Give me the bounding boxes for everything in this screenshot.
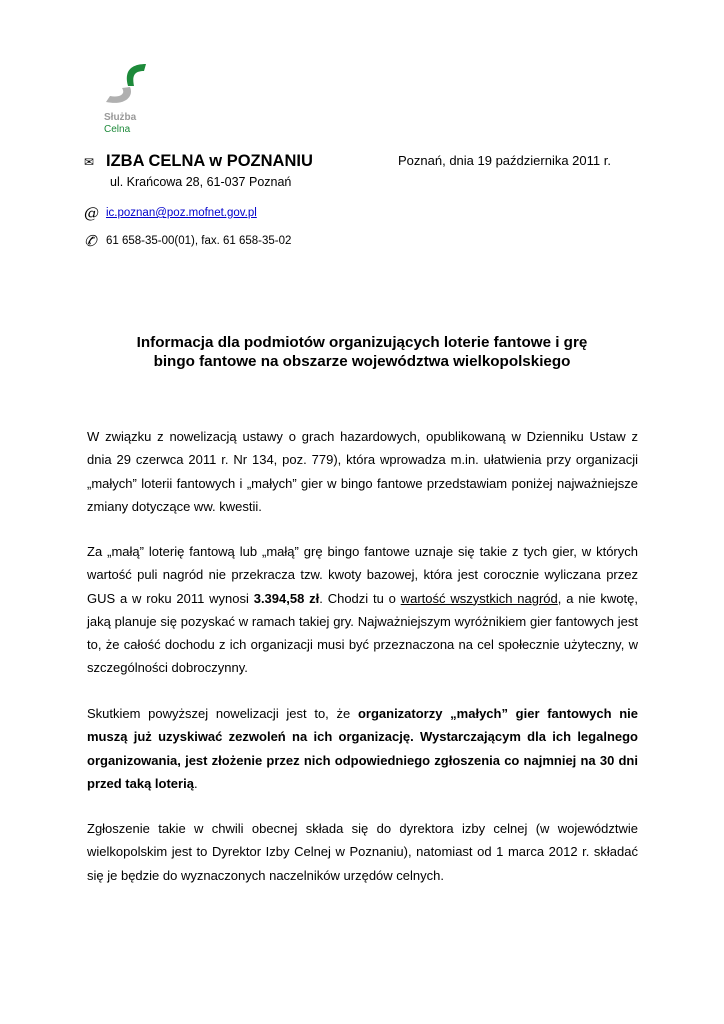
p3-text-1: Skutkiem powyższej nowelizacji jest to, że [87, 706, 358, 721]
institution-name [84, 152, 313, 171]
email-link[interactable]: ic.poznan@poz.mofnet.gov.pl [106, 207, 257, 219]
paragraph-1: W związku z nowelizacją ustawy o grach hazardowych, opublikowaną w Dzienniku Ustaw z dnia 29 czerwca 2011 r. Nr 134, poz. 779), która wprowadza m.in. ułatwienia przy organizacji „małych” loterii fantowych i „małych” gier w bingo fantowe przedstawiam poniżej najważniejsze zmiany dotyczące ww. kwestii. [87, 429, 638, 514]
title-line-1: Informacja dla podmiotów organizujących loterie fantowe i grę [136, 334, 588, 351]
phone-row [84, 232, 291, 250]
paragraph-4: Zgłoszenie takie w chwili obecnej składa się do dyrektora izby celnej (w województwie wielkopolskim jest to Dyrektor Izby Celnej w Poznaniu), natomiast od 1 marca 2012 r. składać się je będzie do wyznaczonych naczelników urzędów celnych. [87, 821, 638, 883]
document-title [80, 333, 644, 371]
paragraph-3 [87, 702, 638, 795]
p3-text-2: . [193, 775, 198, 791]
logo-green-arc [127, 64, 146, 86]
paragraph-2 [87, 540, 638, 680]
logo-gray-arc [106, 87, 131, 103]
p2-amount: 3.394,58 zł [253, 590, 320, 606]
logo-line2: Celna [104, 124, 131, 135]
phone-text: 61 658-35-00(01), fax. 61 658-35-02 [106, 235, 292, 247]
p2-underlined: wartość wszystkich nagród [400, 590, 558, 606]
p2-text-3: , a nie kwotę, jaką planuje się pozyskać w ramach takiej gry. Najważniejszym wyróżnikiem gier fantowych jest to, że całość dochodu z ich organizacji musi być przeznaczona na cel społecznie użyteczny, w szczególności dobroczynny. [87, 590, 638, 676]
envelope-icon: ✉ [84, 154, 95, 169]
email-row [84, 204, 257, 222]
institution-title: IZBA CELNA w POZNANIU [106, 152, 313, 170]
phone-icon: ✆ [84, 232, 97, 250]
logo-text [104, 112, 136, 136]
logo-line1: Służba [104, 112, 137, 123]
institution-address: ul. Krańcowa 28, 61-037 Poznań [110, 175, 292, 189]
p2-text-2: . Chodzi tu o [319, 590, 401, 606]
at-icon: @ [84, 204, 99, 222]
document-date: Poznań, dnia 19 października 2011 r. [398, 153, 611, 168]
p2-text-1: Za „małą” loterię fantową lub „małą” grę bingo fantowe uznaje się takie z tych gier, w których wartość puli nagród nie przekracza tzw. kwoty bazowej, która jest corocznie wyliczana przez GUS a w roku 2011 wynosi [87, 544, 638, 606]
title-line-2: bingo fantowe na obszarze województwa wielkopolskiego [153, 353, 571, 370]
p3-bold: organizatorzy „małych” gier fantowych nie muszą już uzyskiwać zezwoleń na ich organizację. Wystarczającym dla ich legalnego organizowania, jest złożenie przez nich odpowiedniego zgłoszenia co najmniej na 30 dni przed taką loterią [87, 706, 639, 791]
